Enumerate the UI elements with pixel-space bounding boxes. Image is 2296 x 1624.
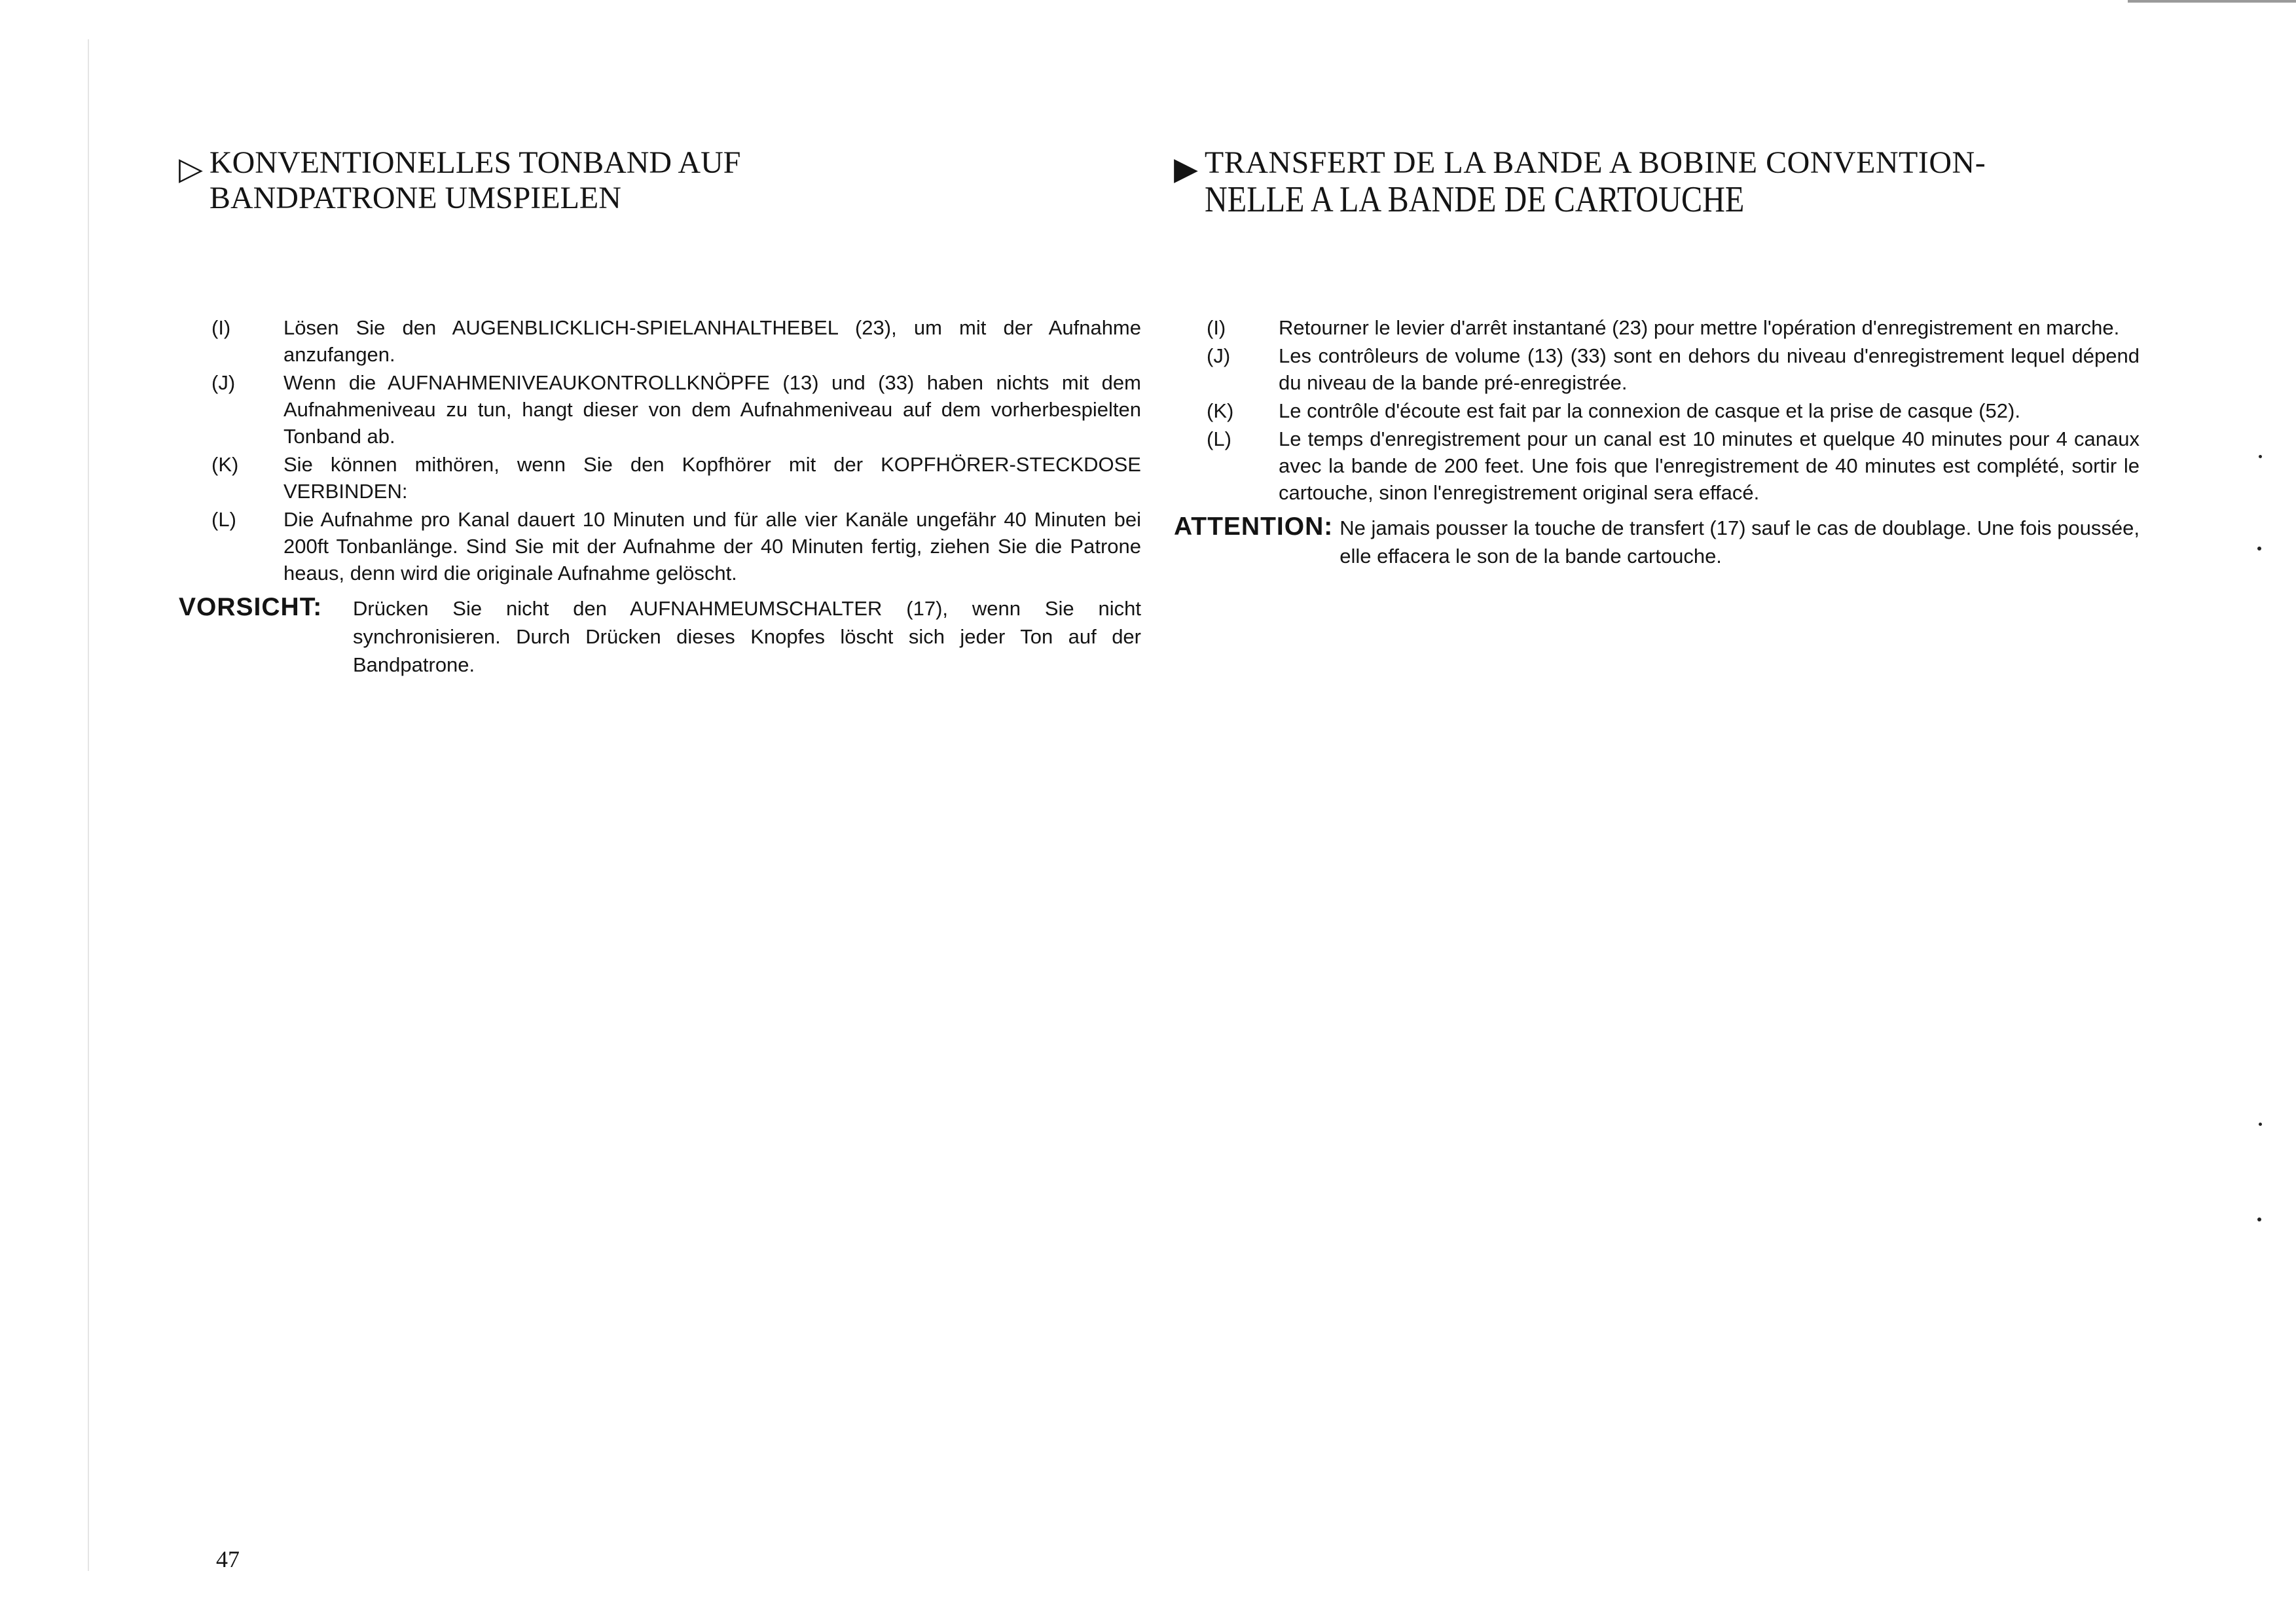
item-text: Sie können mithören, wenn Sie den Kopfhörer mit der KOPFHÖRER-STECKDOSE VERBINDEN:	[283, 453, 1141, 503]
page-number: 47	[216, 1546, 240, 1572]
instruction-item	[211, 314, 1141, 368]
item-text: Wenn die AUFNAHMENIVEAUKONTROLLKNÖPFE (13) und (33) haben nichts mit dem Aufnahmeniveau zu tun, hangt dieser von dem Aufnahmeniveau auf dem vorherbespielten Tonband ab.	[283, 371, 1141, 448]
item-label: (I)	[1207, 316, 1226, 339]
section-heading	[1174, 145, 2140, 219]
attention-note	[1174, 513, 2140, 570]
heading-line-1: KONVENTIONELLES TONBAND AUF	[209, 145, 741, 180]
scan-binding-line	[88, 39, 89, 1571]
instruction-list	[179, 314, 1141, 679]
heading-line-2: BANDPATRONE UMSPIELEN	[209, 181, 621, 215]
attention-label: ATTENTION:	[1174, 513, 1334, 541]
item-label: (J)	[211, 371, 236, 394]
heading-line-1: TRANSFERT DE LA BANDE A BOBINE CONVENTION-	[1204, 145, 1986, 180]
item-label: (K)	[1207, 399, 1234, 422]
caution-note	[179, 593, 1141, 679]
item-label: (L)	[1207, 427, 1231, 450]
instruction-item	[1207, 342, 2140, 396]
item-label: (L)	[211, 508, 236, 531]
heading-line-2: NELLE A LA BANDE DE CARTOUCHE	[1204, 179, 1745, 220]
item-text: Le contrôle d'écoute est fait par la connexion de casque et la prise de casque (52).	[1279, 399, 2020, 422]
section-heading	[179, 145, 1141, 216]
caution-text: Drücken Sie nicht den AUFNAHMEUMSCHALTER (17), wenn Sie nicht synchronisieren. Durch Drücken dieses Knopfes löscht sich jeder Ton auf der Bandpatrone.	[353, 597, 1141, 676]
item-text: Lösen Sie den AUGENBLICKLICH-SPIELANHALTHEBEL (23), um mit der Aufnahme anzufangen.	[283, 316, 1141, 366]
scan-speck	[2257, 547, 2261, 550]
item-text: Le temps d'enregistrement pour un canal est 10 minutes et quelque 40 minutes pour 4 canaux avec la bande de 200 feet. Une fois que l'enregistrement de 40 minutes est complété, sortir le cartouche, sinon l'enregistrement original sera effacé.	[1279, 427, 2140, 504]
instruction-item	[211, 506, 1141, 586]
attention-text: Ne jamais pousser la touche de transfert (17) sauf le cas de doublage. Une fois poussée, elle effacera le son de la bande cartouche.	[1339, 516, 2140, 568]
heading-text	[1205, 145, 1986, 219]
instruction-item	[1207, 314, 2140, 341]
german-section	[179, 145, 1141, 676]
french-section	[1174, 145, 2140, 568]
item-text: Die Aufnahme pro Kanal dauert 10 Minuten und für alle vier Kanäle ungefähr 40 Minuten bei 200ft Tonbanlänge. Sind Sie mit der Aufnahme der 40 Minuten fertig, ziehen Sie die Patrone heaus, denn wird die originale Aufnahme gelöscht.	[283, 508, 1141, 585]
section-marker-icon: ▷	[179, 152, 203, 187]
instruction-list	[1174, 314, 2140, 570]
item-text: Retourner le levier d'arrêt instantané (23) pour mettre l'opération d'enregistrement en marche.	[1279, 316, 2120, 339]
instruction-item	[1207, 397, 2140, 424]
scan-edge-rule	[2128, 0, 2296, 3]
heading-text	[210, 145, 741, 216]
section-marker-icon: ▶	[1174, 152, 1198, 187]
item-label: (I)	[211, 316, 231, 339]
instruction-item	[211, 369, 1141, 450]
scan-speck	[2257, 1218, 2261, 1221]
instruction-item	[211, 451, 1141, 505]
item-label: (J)	[1207, 344, 1231, 367]
instruction-item	[1207, 425, 2140, 506]
item-text: Les contrôleurs de volume (13) (33) sont en dehors du niveau d'enregistrement lequel dépend du niveau de la bande pré-enregistrée.	[1279, 344, 2140, 394]
item-label: (K)	[211, 453, 239, 476]
scan-speck	[2259, 455, 2262, 458]
caution-label: VORSICHT:	[179, 593, 323, 621]
scan-speck	[2259, 1123, 2262, 1126]
